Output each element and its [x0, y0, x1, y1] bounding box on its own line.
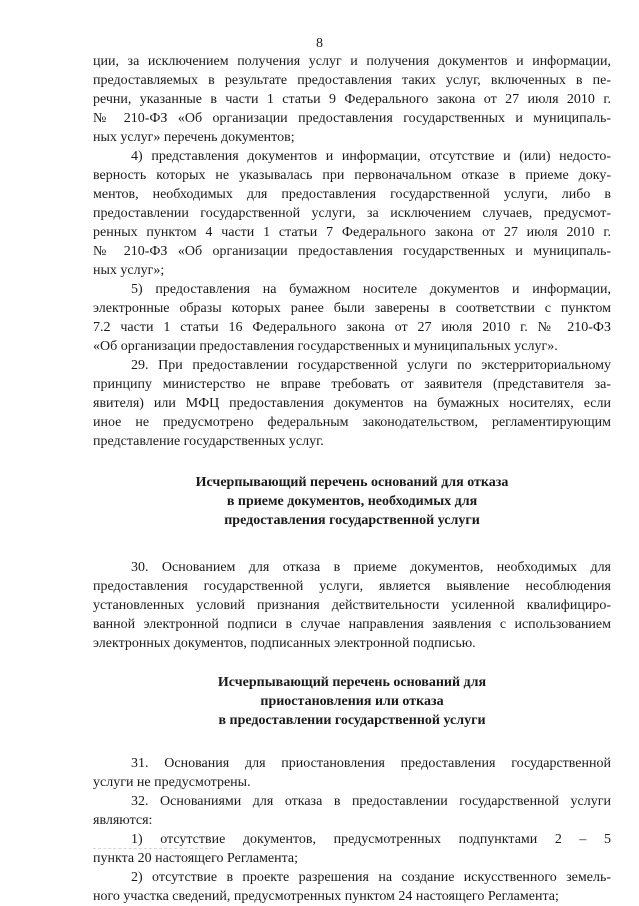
- paragraph-continuation: [93, 52, 611, 147]
- text-line: предоставлении государственной услуги, за исключением случаев, предусмот-: [93, 206, 611, 221]
- text-line: ментов, необходимых для предоставления государственной услуги, либо в: [93, 187, 611, 202]
- text-line: верность которых не указывалась при первоначальном отказе в приеме доку-: [93, 168, 611, 183]
- text-line: 4) представления документов и информации, отсутствие и (или) недосто-: [131, 149, 611, 164]
- heading-line: в приеме документов, необходимых для: [226, 494, 478, 509]
- text-line: ных услуг»;: [93, 263, 165, 278]
- page-number: 8: [316, 36, 323, 51]
- text-line: ренных пунктом 4 части 1 статьи 7 Федерального закона от 27 июля 2010 г.: [93, 225, 611, 240]
- text-line: 32. Основаниями для отказа в предоставлении государственной услуги: [131, 794, 611, 809]
- text-line: 5) предоставления на бумажном носителе документов и информации,: [131, 282, 611, 297]
- text-line: являются:: [93, 813, 153, 828]
- text-line: ного участка сведений, предусмотренных пунктом 24 настоящего Регламента;: [93, 889, 559, 904]
- paragraph-29: [93, 356, 611, 451]
- text-line: электронные образы которых ранее были заверены в соответствии с пунктом: [93, 301, 611, 316]
- text-line: 30. Основанием для отказа в приеме документов, необходимых для: [131, 560, 611, 575]
- text-line: услуги не предусмотрены.: [93, 775, 251, 790]
- text-line: № 210-ФЗ «Об организации предоставления государственных и муниципаль-: [93, 244, 611, 259]
- paragraph-item-5: [93, 280, 611, 356]
- text-line: 2) отсутствие в проекте разрешения на создание искусственного земель-: [131, 870, 611, 885]
- paragraph-item-4: [93, 147, 611, 280]
- text-line: предоставления государственной услуги, является выявление несоблюдения: [93, 579, 611, 594]
- text-line: иное не предусмотрено федеральным законодательством, регламентирующим: [93, 415, 611, 430]
- text-line: ванной электронной подписи в случае направления заявления с использованием: [93, 617, 611, 632]
- text-line: ции, за исключением получения услуг и получения документов и информации,: [93, 54, 611, 69]
- paragraph-31: [93, 754, 611, 792]
- text-line: 29. При предоставлении государственной услуги по экстерриториальному: [131, 358, 611, 373]
- text-line: явителя) или МФЦ предоставления документов на бумажных носителях, если: [93, 396, 611, 411]
- text-line: принципу министерство не вправе требовать от заявителя (представителя за-: [93, 377, 611, 392]
- text-line: речни, указанные в части 1 статьи 9 Федерального закона от 27 июля 2010 г.: [93, 92, 611, 107]
- heading-line: Исчерпывающий перечень оснований для: [217, 675, 487, 690]
- section-heading-refusal-acceptance: [93, 473, 611, 530]
- text-line: 31. Основания для приостановления предоставления государственной: [131, 756, 611, 771]
- scan-artifact: [93, 848, 213, 851]
- heading-line: Исчерпывающий перечень оснований для отказа: [195, 475, 509, 490]
- text-line: предоставляемых в результате предоставления таких услуг, включенных в пе-: [93, 73, 611, 88]
- text-line: 1) отсутствие документов, предусмотренных подпунктами 2 – 5: [131, 832, 611, 847]
- document-body: [93, 52, 611, 906]
- paragraph-30: [93, 558, 611, 653]
- paragraph-32: [93, 792, 611, 830]
- paragraph-32-2: [93, 868, 611, 906]
- text-line: пункта 20 настоящего Регламента;: [93, 851, 299, 866]
- text-line: установленных условий признания действительности усиленной квалифициро-: [93, 598, 611, 613]
- section-heading-suspension-refusal: [93, 673, 611, 730]
- text-line: № 210-ФЗ «Об организации предоставления государственных и муниципаль-: [93, 111, 611, 126]
- text-line: электронных документов, подписанных электронной подписью.: [93, 636, 476, 651]
- text-line: представление государственных услуг.: [93, 434, 324, 449]
- heading-line: в предоставлении государственной услуги: [218, 713, 486, 728]
- text-line: ных услуг» перечень документов;: [93, 130, 295, 145]
- text-line: «Об организации предоставления государственных и муниципальных услуг».: [93, 339, 558, 354]
- heading-line: приостановления или отказа: [260, 694, 444, 709]
- text-line: 7.2 части 1 статьи 16 Федерального закона от 27 июля 2010 г. № 210-ФЗ: [93, 320, 611, 335]
- heading-line: предоставления государственной услуги: [224, 513, 480, 528]
